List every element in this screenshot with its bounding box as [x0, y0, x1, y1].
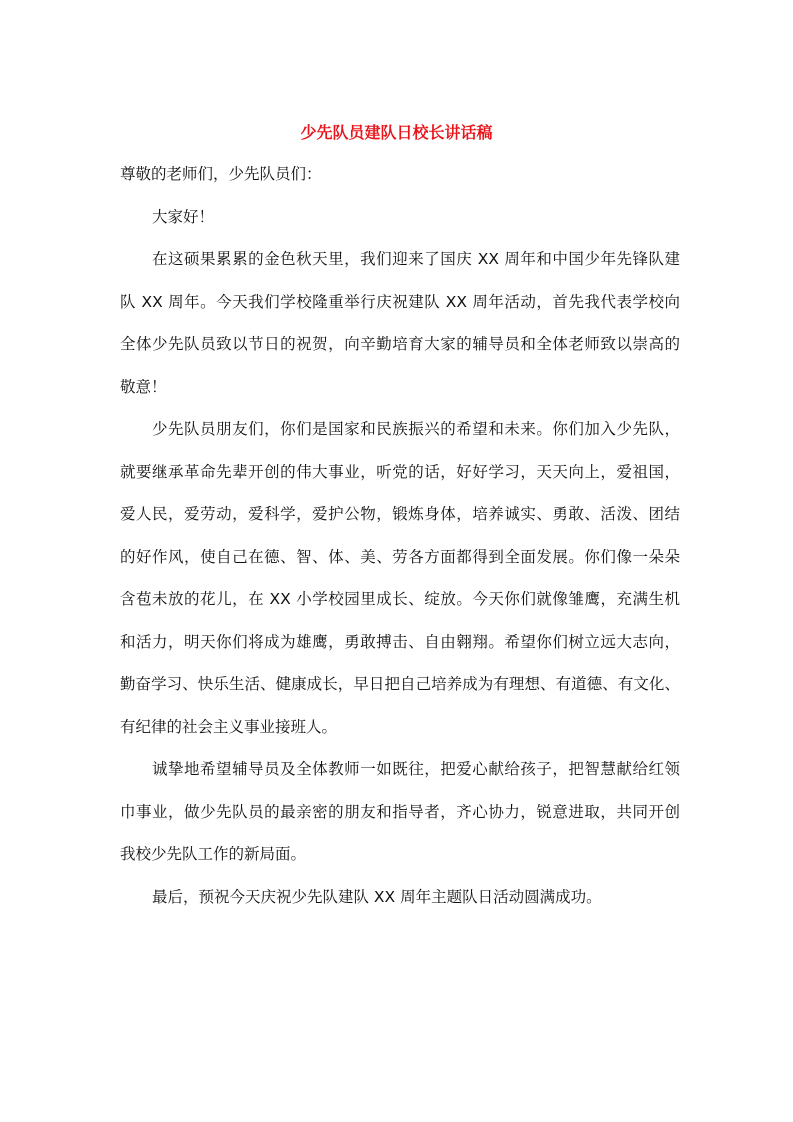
paragraph-line: 有纪律的社会主义事业接班人。: [120, 717, 338, 736]
paragraph-line: 爱人民，爱劳动，爱科学，爱护公物，锻炼身体，培养诚实、勇敢、活泼、团结: [120, 505, 680, 523]
paragraph: [120, 886, 680, 929]
paragraph-line: 少先队员朋友们，你们是国家和民族振兴的希望和未来。你们加入少先队，: [152, 420, 680, 438]
document-body: [120, 163, 680, 928]
paragraph-line: 和活力，明天你们将成为雄鹰，勇敢搏击、自由翱翔。希望你们树立远大志向，: [120, 632, 680, 651]
paragraph-line: 在这硕果累累的金色秋天里，我们迎来了国庆 XX 周年和中国少年先锋队建: [152, 250, 680, 268]
paragraphs: [120, 248, 680, 928]
paragraph-line: 诚挚地希望辅导员及全体教师一如既往，把爱心献给孩子，把智慧献给红领: [152, 760, 680, 778]
paragraph: [120, 248, 680, 418]
paragraph: [120, 758, 680, 886]
paragraph-line: 就要继承革命先辈开创的伟大事业，听党的话，好好学习，天天向上，爱祖国，: [120, 462, 680, 481]
salutation: 尊敬的老师们，少先队员们：: [120, 165, 322, 183]
paragraph-line: 巾事业，做少先队员的最亲密的朋友和指导者，齐心协力，锐意进取，共同开创: [120, 802, 680, 821]
paragraph-line: 含苞未放的花儿，在 XX 小学校园里成长、绽放。今天你们就像雏鹰，充满生机: [120, 590, 680, 608]
document-title: 少先队员建队日校长讲话稿: [300, 123, 493, 142]
paragraph-line: 队 XX 周年。今天我们学校隆重举行庆祝建队 XX 周年活动，首先我代表学校向: [120, 292, 680, 311]
paragraph-line: 我校少先队工作的新局面。: [120, 845, 307, 863]
paragraph-line: 勤奋学习、快乐生活、健康成长，早日把自己培养成为有理想、有道德、有文化、: [120, 675, 680, 693]
paragraph: [120, 418, 680, 758]
paragraph-line: 的好作风，使自己在德、智、体、美、劳各方面都得到全面发展。你们像一朵朵: [120, 547, 680, 566]
paragraph-line: 全体少先队员致以节日的祝贺，向辛勤培育大家的辅导员和全体老师致以崇高的: [120, 335, 680, 353]
greeting: 大家好！: [152, 207, 215, 226]
paragraph-line: 最后，预祝今天庆祝少先队建队 XX 周年主题队日活动圆满成功。: [152, 887, 602, 906]
paragraph-line: 敬意！: [120, 377, 167, 396]
